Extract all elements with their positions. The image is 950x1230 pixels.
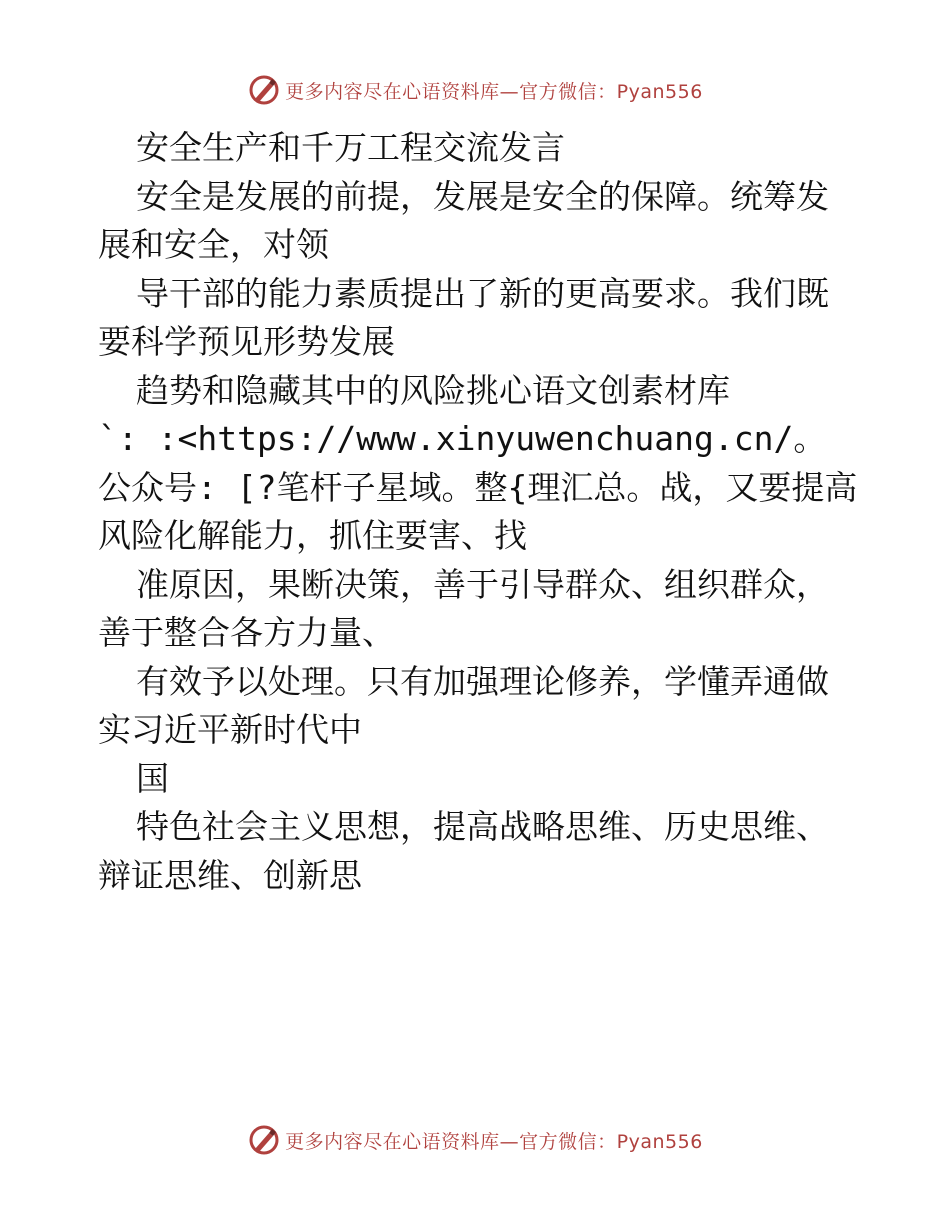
paragraph: 导干部的能力素质提出了新的更高要求。我们既要科学预见形势发展 — [98, 273, 829, 361]
paragraph: 特色社会主义思想，提高战略思维、历史思维、辩证思维、创新思 — [98, 807, 829, 895]
watermark-text: 更多内容尽在心语资料库—官方微信：Pyan556 — [285, 80, 703, 103]
pen-seal-logo-icon — [247, 1123, 281, 1157]
document-body — [98, 124, 858, 900]
paragraph: 准原因，果断决策，善于引导群众、组织群众，善于整合各方力量、 — [98, 564, 829, 652]
paragraph: 趋势和隐藏其中的风险挑心语文创素材库 — [136, 370, 730, 410]
document-title: 安全生产和千万工程交流发言 — [136, 128, 565, 167]
paragraph: 国 — [136, 758, 169, 798]
paragraph: 安全是发展的前提，发展是安全的保障。统筹发展和安全，对领 — [98, 176, 829, 264]
paragraph: 有效予以处理。只有加强理论修养，学懂弄通做实习近平新时代中 — [98, 661, 829, 749]
watermark-text: 更多内容尽在心语资料库—官方微信：Pyan556 — [285, 1130, 703, 1153]
header-watermark-banner — [0, 70, 950, 110]
pen-seal-logo-icon — [247, 73, 281, 107]
footer-watermark-banner — [0, 1120, 950, 1160]
paragraph: `: :<https://www.xinyuwenchuang.cn/。公众号: [?笔杆子星域。整{理汇总。战，又要提高风险化解能力，抓住要害、找 — [98, 419, 858, 555]
